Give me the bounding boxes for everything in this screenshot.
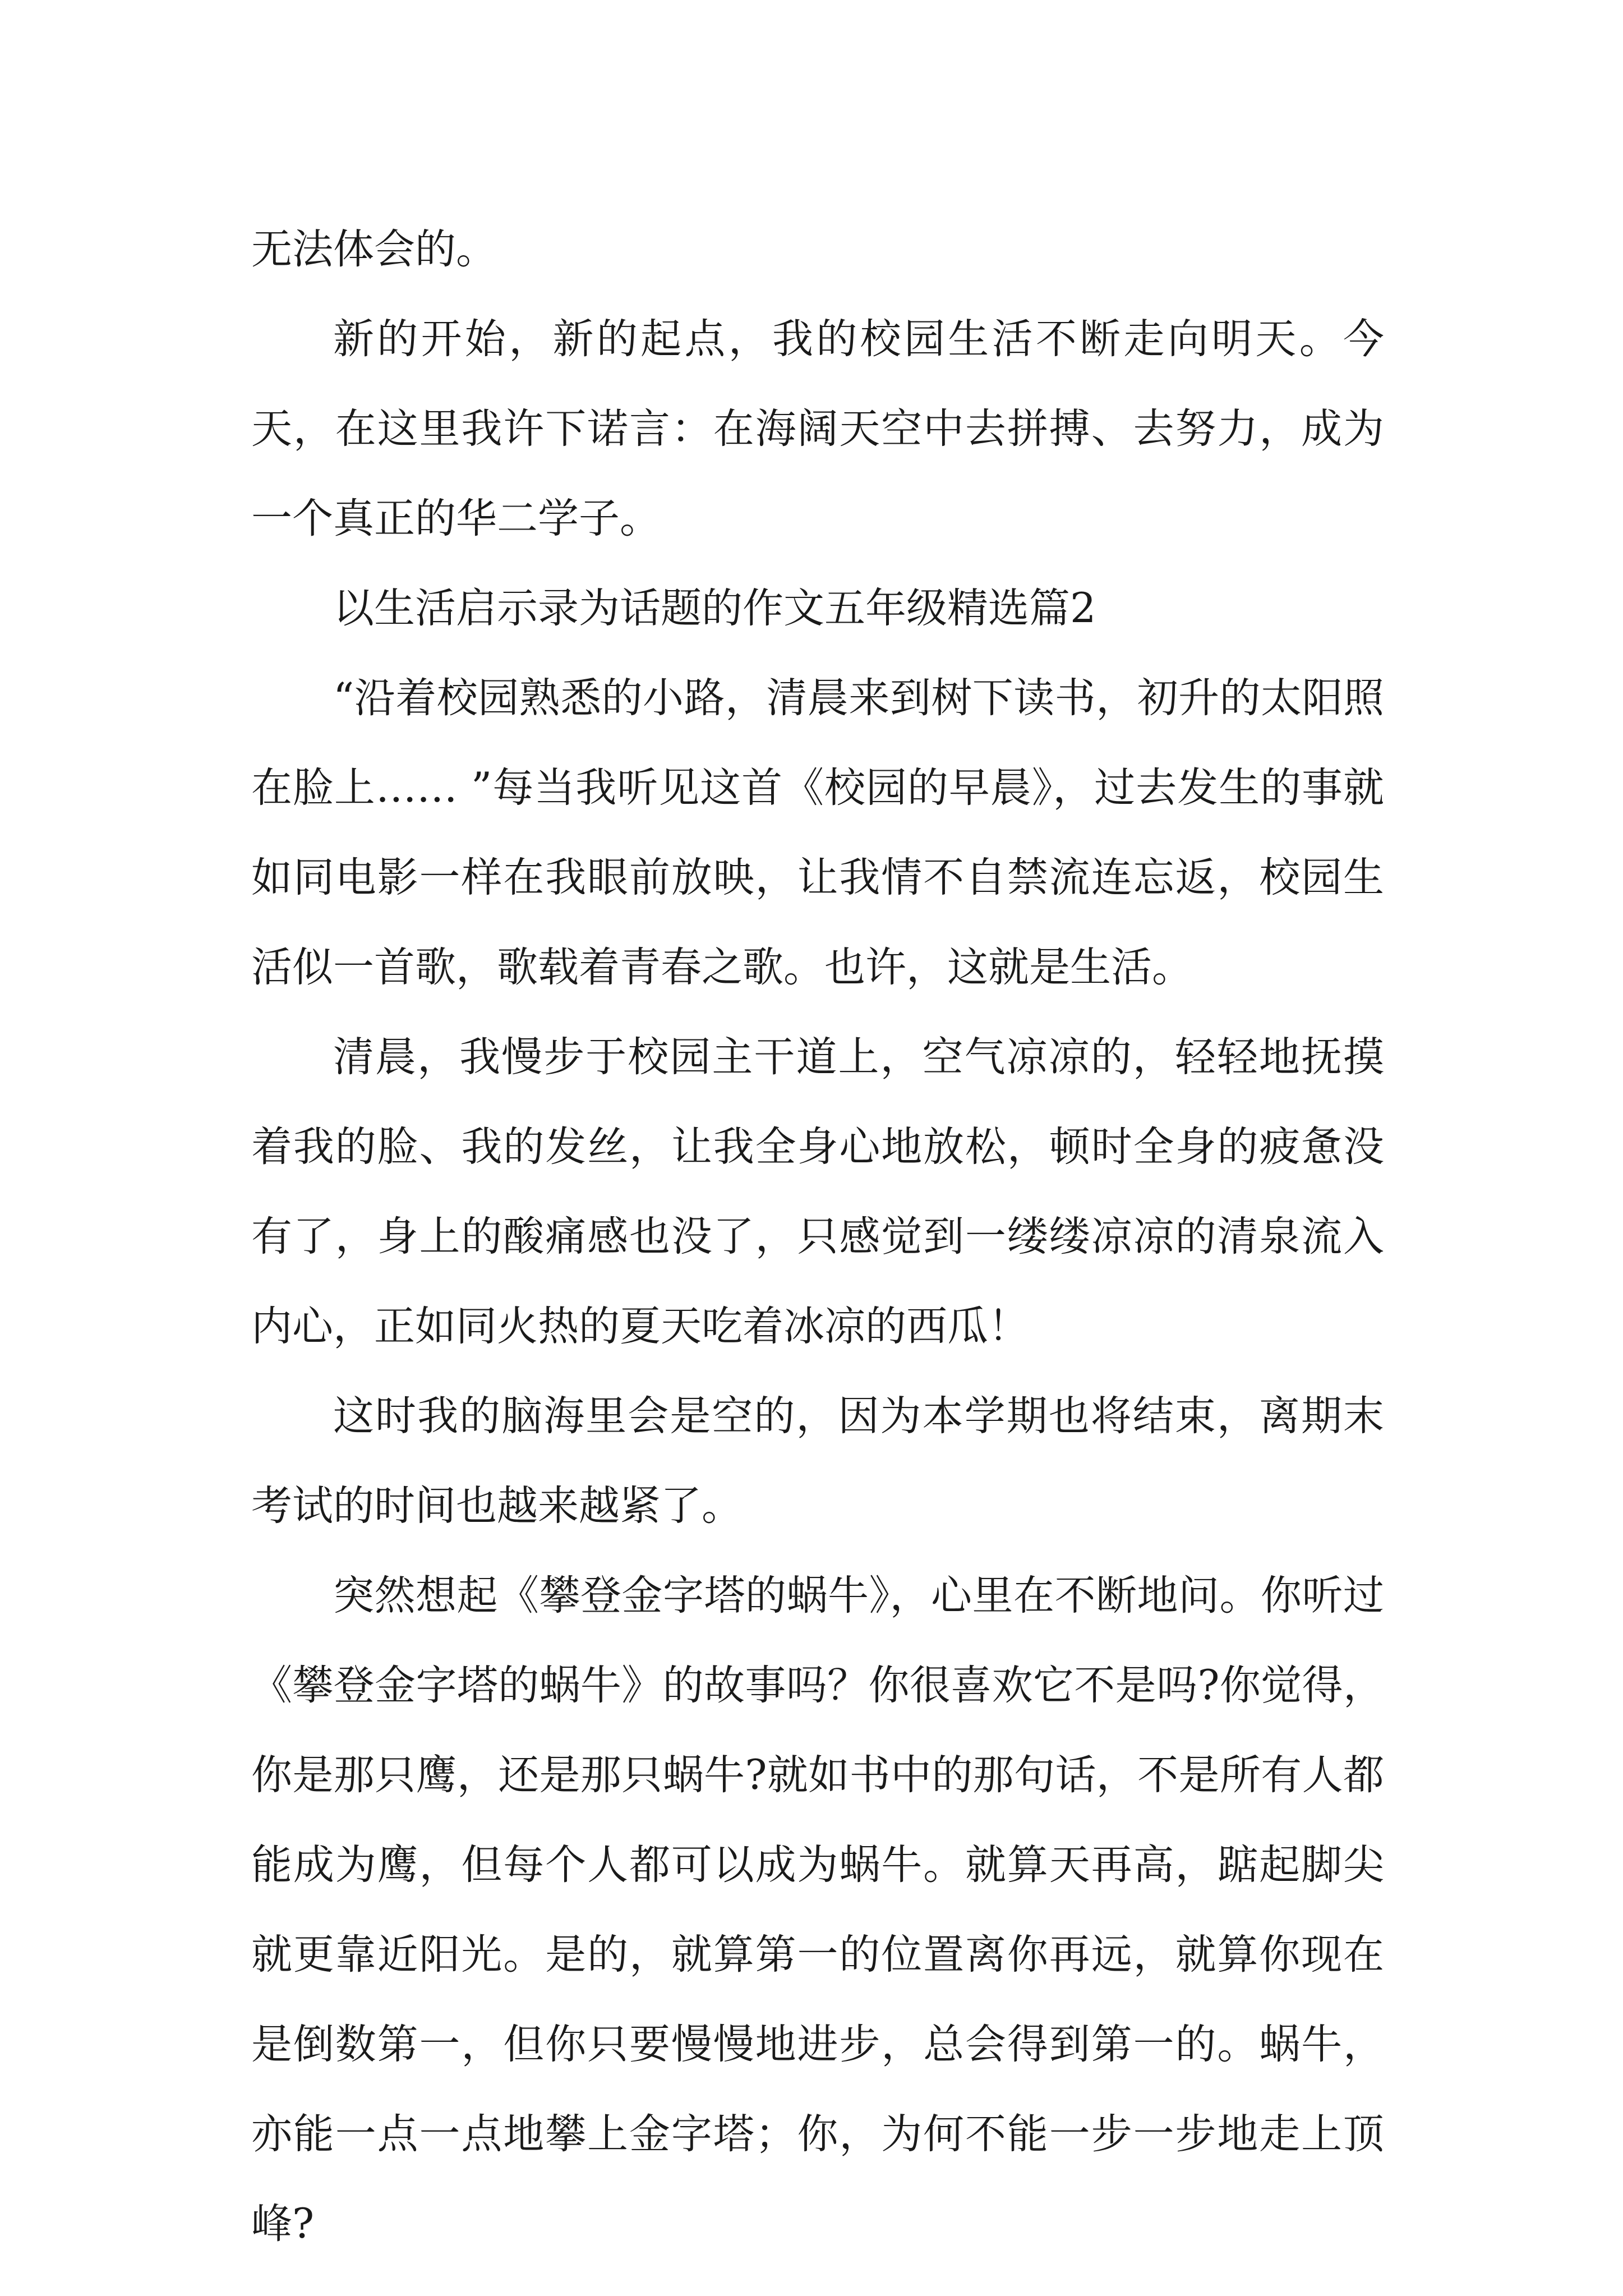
paragraph: 新的开始，新的起点，我的校园生活不断走向明天。今天，在这里我许下诺言：在海阔天空中去拼搏、去努力，成为一个真正的华二学子。 xyxy=(251,315,1384,542)
section-heading: 以生活启示录为话题的作文五年级精选篇2 xyxy=(333,585,1096,632)
paragraph: 突然想起《攀登金字塔的蜗牛》，心里在不断地问。你听过《攀登金字塔的蜗牛》的故事吗？你很喜欢它不是吗?你觉得，你是那只鹰，还是那只蜗牛?就如书中的那句话，不是所有人都能成为鹰，但每个人都可以成为蜗牛。就算天再高，踮起脚尖就更靠近阳光。是的，就算第一的位置离你再远，就算你现在是倒数第一，但你只要慢慢地进步，总会得到第一的。蜗牛，亦能一点一点地攀上金字塔；你，为何不能一步一步地走上顶峰? xyxy=(251,1572,1384,2248)
document-page xyxy=(251,205,1384,2269)
paragraph-continued: 无法体会的。 xyxy=(251,226,497,273)
paragraph: 清晨，我慢步于校园主干道上，空气凉凉的，轻轻地抚摸着我的脸、我的发丝，让我全身心地放松，顿时全身的疲惫没有了，身上的酸痛感也没了，只感觉到一缕缕凉凉的清泉流入内心，正如同火热的夏天吃着冰凉的西瓜！ xyxy=(251,1033,1384,1350)
paragraph: “沿着校园熟悉的小路，清晨来到树下读书，初升的太阳照在脸上…… ”每当我听见这首《校园的早晨》，过去发生的事就如同电影一样在我眼前放映，让我情不自禁流连忘返，校园生活似一首歌，歌载着青春之歌。也许，这就是生活。 xyxy=(251,674,1384,991)
paragraph: 这时我的脑海里会是空的，因为本学期也将结束，离期末考试的时间也越来越紧了。 xyxy=(251,1392,1384,1530)
